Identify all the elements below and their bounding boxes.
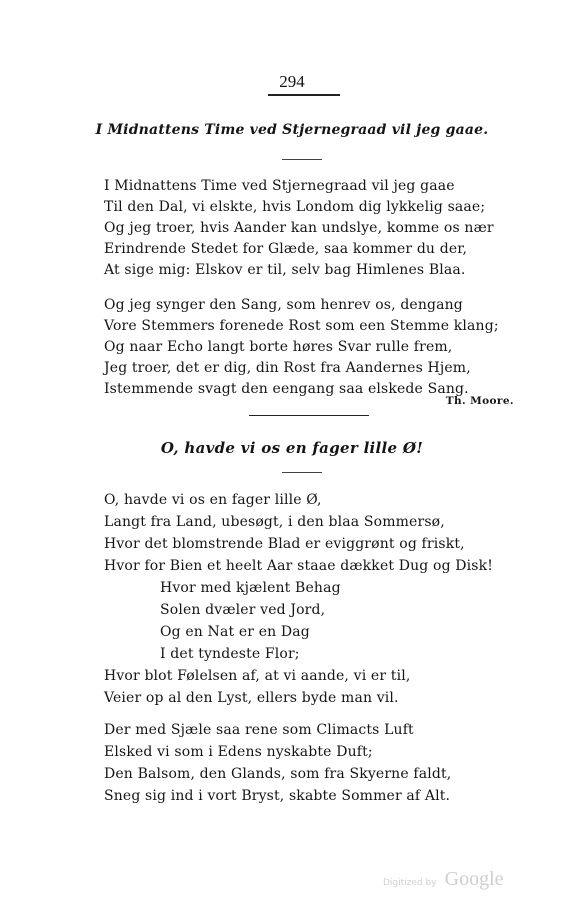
verse-line: Og en Nat er en Dag [160,624,310,640]
verse-line: Der med Sjæle saa rene som Climacts Luft [104,722,414,738]
verse-line: Hvor for Bien et heelt Aar staae dækket Dug og Disk! [104,558,494,574]
verse-line: Og naar Echo langt borte høres Svar rulle frem, [104,339,453,355]
title-separator [282,472,322,473]
verse-line: Den Balsom, den Glands, som fra Skyerne faldt, [104,766,452,782]
verse-line: Og jeg troer, hvis Aander kan undslye, komme os nær [104,220,494,236]
page-number: 294 [279,72,305,91]
digitized-watermark [383,868,504,891]
verse-line: Hvor med kjælent Behag [160,580,341,596]
poem-2-title: O, havde vi os en fager lille Ø! [160,439,424,457]
poem-1-attribution: Th. Moore. [445,395,514,407]
title-separator [282,159,322,160]
verse-line: Solen dvæler ved Jord, [160,602,326,618]
verse-line: Og jeg synger den Sang, som henrev os, dengang [104,297,463,313]
verse-line: At sige mig: Elskov er til, selv bag Himlenes Blaa. [104,262,466,278]
verse-line: Istemmende svagt den eengang saa elskede Sang. [104,381,469,397]
verse-line: Hvor blot Følelsen af, at vi aande, vi er til, [104,668,411,684]
verse-line: Jeg troer, det er dig, din Rost fra Aandernes Hjem, [104,360,471,376]
verse-line: Veier op al den Lyst, ellers byde man vil. [104,690,399,706]
verse-line: I det tyndeste Flor; [160,646,300,662]
verse-line: Hvor det blomstrende Blad er eviggrønt og friskt, [104,536,465,552]
verse-line: O, havde vi os en fager lille Ø, [104,492,322,508]
verse-line: Langt fra Land, ubesøgt, i den blaa Sommersø, [104,514,445,530]
verse-line: Elsked vi som i Edens nyskabte Duft; [104,744,373,760]
page-number-rule [268,94,340,96]
verse-line: I Midnattens Time ved Stjernegraad vil jeg gaae [104,178,455,194]
verse-line: Vore Stemmers forenede Rost som een Stemme klang; [104,318,499,334]
verse-line: Til den Dal, vi elskte, hvis Londom dig lykkelig saae; [104,199,486,215]
verse-line: Sneg sig ind i vort Bryst, skabte Sommer af Alt. [104,788,451,804]
google-logo: Google [444,868,504,890]
poem-divider [249,415,369,416]
watermark-prefix: Digitized by [383,878,437,888]
verse-line: Erindrende Stedet for Glæde, saa kommer du der, [104,241,468,257]
poem-1-title: I Midnattens Time ved Stjernegraad vil jeg gaae. [95,122,489,138]
